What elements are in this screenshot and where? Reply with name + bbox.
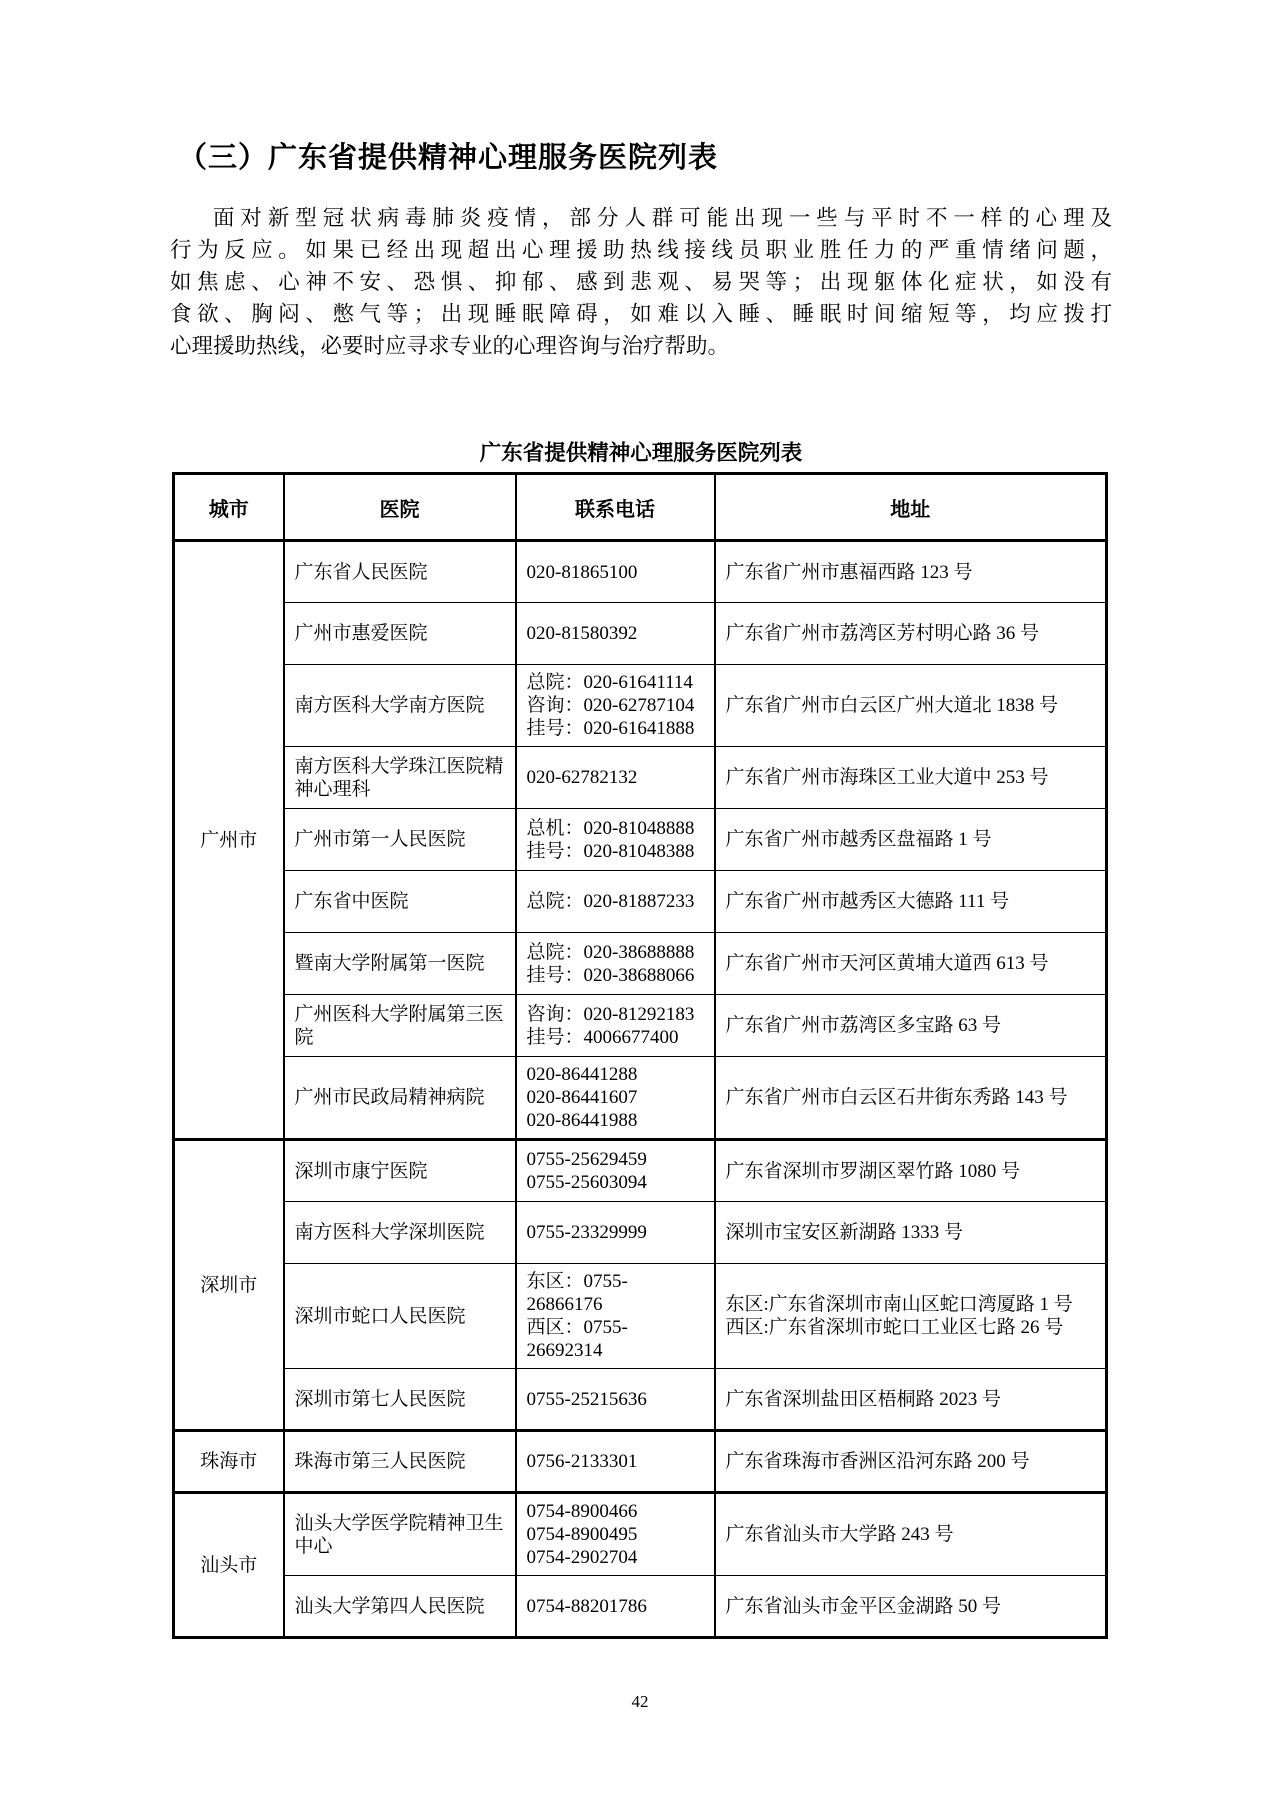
cell-line: 咨询：020-81292183 — [526, 1003, 695, 1025]
cell-line: 020-81865100 — [526, 561, 638, 583]
cell-line: 总机：020-81048888 — [526, 817, 695, 839]
content-area — [170, 0, 1112, 1639]
cell-line: 广东省广州市惠福西路 123 号 — [725, 561, 973, 583]
hospital-cell: 广东省中医院 — [284, 871, 516, 933]
cell-line: 020-62782132 — [526, 767, 638, 788]
table-row — [174, 1369, 1107, 1431]
cell-line: 西区：0755-26692314 — [526, 1317, 628, 1361]
phone-cell — [516, 747, 715, 809]
table-row — [174, 1431, 1107, 1493]
phone-cell — [516, 1057, 715, 1140]
table-row — [174, 1202, 1107, 1264]
hospital-cell: 广州市惠爱医院 — [284, 603, 516, 665]
phone-cell — [516, 871, 715, 933]
cell-line: 深圳市宝安区新湖路 1333 号 — [725, 1222, 964, 1243]
table-row — [174, 1493, 1107, 1576]
cell-line: 广东省深圳市罗湖区翠竹路 1080 号 — [725, 1160, 1021, 1182]
phone-cell — [516, 1140, 715, 1202]
city-cell: 深圳市 — [174, 1140, 284, 1431]
cell-line: 020-86441988 — [526, 1110, 638, 1131]
phone-cell — [516, 809, 715, 871]
hospital-cell: 广东省人民医院 — [284, 541, 516, 603]
address-cell — [715, 665, 1107, 747]
cell-line: 广东省珠海市香洲区沿河东路 200 号 — [725, 1451, 1030, 1472]
cell-line: 0756-2133301 — [526, 1451, 638, 1472]
page-number: 42 — [631, 1692, 649, 1711]
cell-line: 020-86441607 — [526, 1087, 638, 1108]
table-row — [174, 665, 1107, 747]
address-cell — [715, 747, 1107, 809]
table-row — [174, 747, 1107, 809]
address-cell — [715, 1140, 1107, 1202]
cell-line: 020-81580392 — [526, 623, 638, 644]
cell-line: 广东省广州市荔湾区多宝路 63 号 — [725, 1015, 1002, 1036]
cell-line: 020-86441288 — [526, 1064, 638, 1085]
hospital-cell: 深圳市蛇口人民医院 — [284, 1264, 516, 1369]
cell-line: 广东省广州市天河区黄埔大道西 613 号 — [725, 953, 1049, 974]
cell-line: 总院：020-81887233 — [526, 891, 695, 912]
column-header-3: 地址 — [715, 474, 1107, 541]
phone-cell — [516, 1202, 715, 1264]
address-cell — [715, 1057, 1107, 1140]
table-row — [174, 809, 1107, 871]
section-heading: （三）广东省提供精神心理服务医院列表 — [178, 142, 719, 174]
city-cell: 广州市 — [174, 541, 284, 1140]
cell-line: 挂号：4006677400 — [526, 1026, 679, 1048]
phone-cell — [516, 1576, 715, 1638]
cell-line: 西区:广东省深圳市蛇口工业区七路 26 号 — [725, 1317, 1064, 1338]
cell-line: 0755-25629459 — [526, 1149, 647, 1170]
hospital-table-body — [174, 541, 1107, 1638]
address-cell — [715, 1431, 1107, 1493]
address-cell — [715, 1493, 1107, 1576]
table-row — [174, 1576, 1107, 1638]
intro-paragraph — [170, 202, 1112, 362]
cell-line: 东区：0755-26866176 — [526, 1271, 628, 1315]
cell-line: 0754-8900495 — [526, 1524, 638, 1545]
table-row — [174, 995, 1107, 1057]
city-cell: 珠海市 — [174, 1431, 284, 1493]
header-row — [174, 474, 1107, 541]
cell-line: 0755-23329999 — [526, 1222, 647, 1243]
table-row — [174, 541, 1107, 603]
phone-cell — [516, 1431, 715, 1493]
cell-line: 广东省广州市白云区广州大道北 1838 号 — [725, 695, 1059, 716]
cell-line: 挂号：020-61641888 — [526, 718, 695, 739]
address-cell — [715, 1202, 1107, 1264]
hospital-cell: 南方医科大学深圳医院 — [284, 1202, 516, 1264]
hospital-cell: 南方医科大学南方医院 — [284, 665, 516, 747]
hospital-cell: 珠海市第三人民医院 — [284, 1431, 516, 1493]
cell-line: 0754-8900466 — [526, 1501, 638, 1522]
address-cell — [715, 933, 1107, 995]
cell-line: 广东省广州市越秀区大德路 111 号 — [725, 891, 1010, 912]
paragraph-line: 行为反应。如果已经出现超出心理援助热线接线员职业胜任力的严重情绪问题， — [170, 238, 1112, 262]
cell-line: 广东省广州市越秀区盘福路 1 号 — [725, 829, 992, 850]
address-cell — [715, 995, 1107, 1057]
cell-line: 东区:广东省深圳市南山区蛇口湾厦路 1 号 — [725, 1294, 1073, 1315]
column-header-2: 联系电话 — [516, 474, 715, 541]
paragraph-line: 面对新型冠状病毒肺炎疫情，部分人群可能出现一些与平时不一样的心理及 — [213, 206, 1112, 230]
hospital-cell: 汕头大学医学院精神卫生中心 — [284, 1493, 516, 1576]
cell-line: 广东省汕头市大学路 243 号 — [725, 1524, 954, 1545]
paragraph-line: 心理援助热线，必要时应寻求专业的心理咨询与治疗帮助。 — [170, 334, 730, 358]
table-row — [174, 1057, 1107, 1140]
hospital-cell: 广州医科大学附属第三医院 — [284, 995, 516, 1057]
cell-line: 总院：020-61641114 — [526, 672, 693, 693]
paragraph-line: 如焦虑、心神不安、恐惧、抑郁、感到悲观、易哭等；出现躯体化症状，如没有 — [170, 270, 1112, 294]
table-title: 广东省提供精神心理服务医院列表 — [479, 441, 803, 465]
cell-line: 0755-25603094 — [526, 1172, 647, 1193]
address-cell — [715, 1369, 1107, 1431]
phone-cell — [516, 1264, 715, 1369]
hospital-table — [172, 472, 1108, 1639]
phone-cell — [516, 995, 715, 1057]
address-cell — [715, 541, 1107, 603]
cell-line: 0754-88201786 — [526, 1595, 647, 1617]
cell-line: 总院：020-38688888 — [526, 941, 695, 963]
hospital-cell: 深圳市第七人民医院 — [284, 1369, 516, 1431]
paragraph-line: 食欲、胸闷、憋气等；出现睡眠障碍，如难以入睡、睡眠时间缩短等，均应拨打 — [170, 302, 1112, 326]
cell-line: 广东省广州市荔湾区芳村明心路 36 号 — [725, 623, 1040, 644]
cell-line: 0754-2902704 — [526, 1547, 638, 1568]
city-cell: 汕头市 — [174, 1493, 284, 1638]
cell-line: 挂号：020-81048388 — [526, 840, 695, 862]
hospital-cell: 暨南大学附属第一医院 — [284, 933, 516, 995]
phone-cell — [516, 541, 715, 603]
column-header-0: 城市 — [174, 474, 284, 541]
cell-line: 挂号：020-38688066 — [526, 964, 695, 986]
cell-line: 广东省汕头市金平区金湖路 50 号 — [725, 1595, 1002, 1617]
address-cell — [715, 1576, 1107, 1638]
phone-cell — [516, 1493, 715, 1576]
cell-line: 广东省广州市海珠区工业大道中 253 号 — [725, 767, 1049, 788]
hospital-cell: 广州市民政局精神病院 — [284, 1057, 516, 1140]
address-cell — [715, 871, 1107, 933]
address-cell — [715, 603, 1107, 665]
address-cell — [715, 1264, 1107, 1369]
hospital-cell: 汕头大学第四人民医院 — [284, 1576, 516, 1638]
phone-cell — [516, 1369, 715, 1431]
address-cell — [715, 809, 1107, 871]
hospital-cell: 南方医科大学珠江医院精神心理科 — [284, 747, 516, 809]
cell-line: 广东省深圳盐田区梧桐路 2023 号 — [725, 1388, 1002, 1410]
phone-cell — [516, 603, 715, 665]
table-row — [174, 871, 1107, 933]
table-row — [174, 1264, 1107, 1369]
phone-cell — [516, 933, 715, 995]
column-header-1: 医院 — [284, 474, 516, 541]
cell-line: 0755-25215636 — [526, 1388, 647, 1410]
phone-cell — [516, 665, 715, 747]
hospital-table-head — [174, 474, 1107, 541]
table-row — [174, 933, 1107, 995]
table-row — [174, 603, 1107, 665]
hospital-cell: 深圳市康宁医院 — [284, 1140, 516, 1202]
hospital-cell: 广州市第一人民医院 — [284, 809, 516, 871]
table-row — [174, 1140, 1107, 1202]
cell-line: 咨询：020-62787104 — [526, 695, 695, 716]
cell-line: 广东省广州市白云区石井街东秀路 143 号 — [725, 1087, 1068, 1108]
